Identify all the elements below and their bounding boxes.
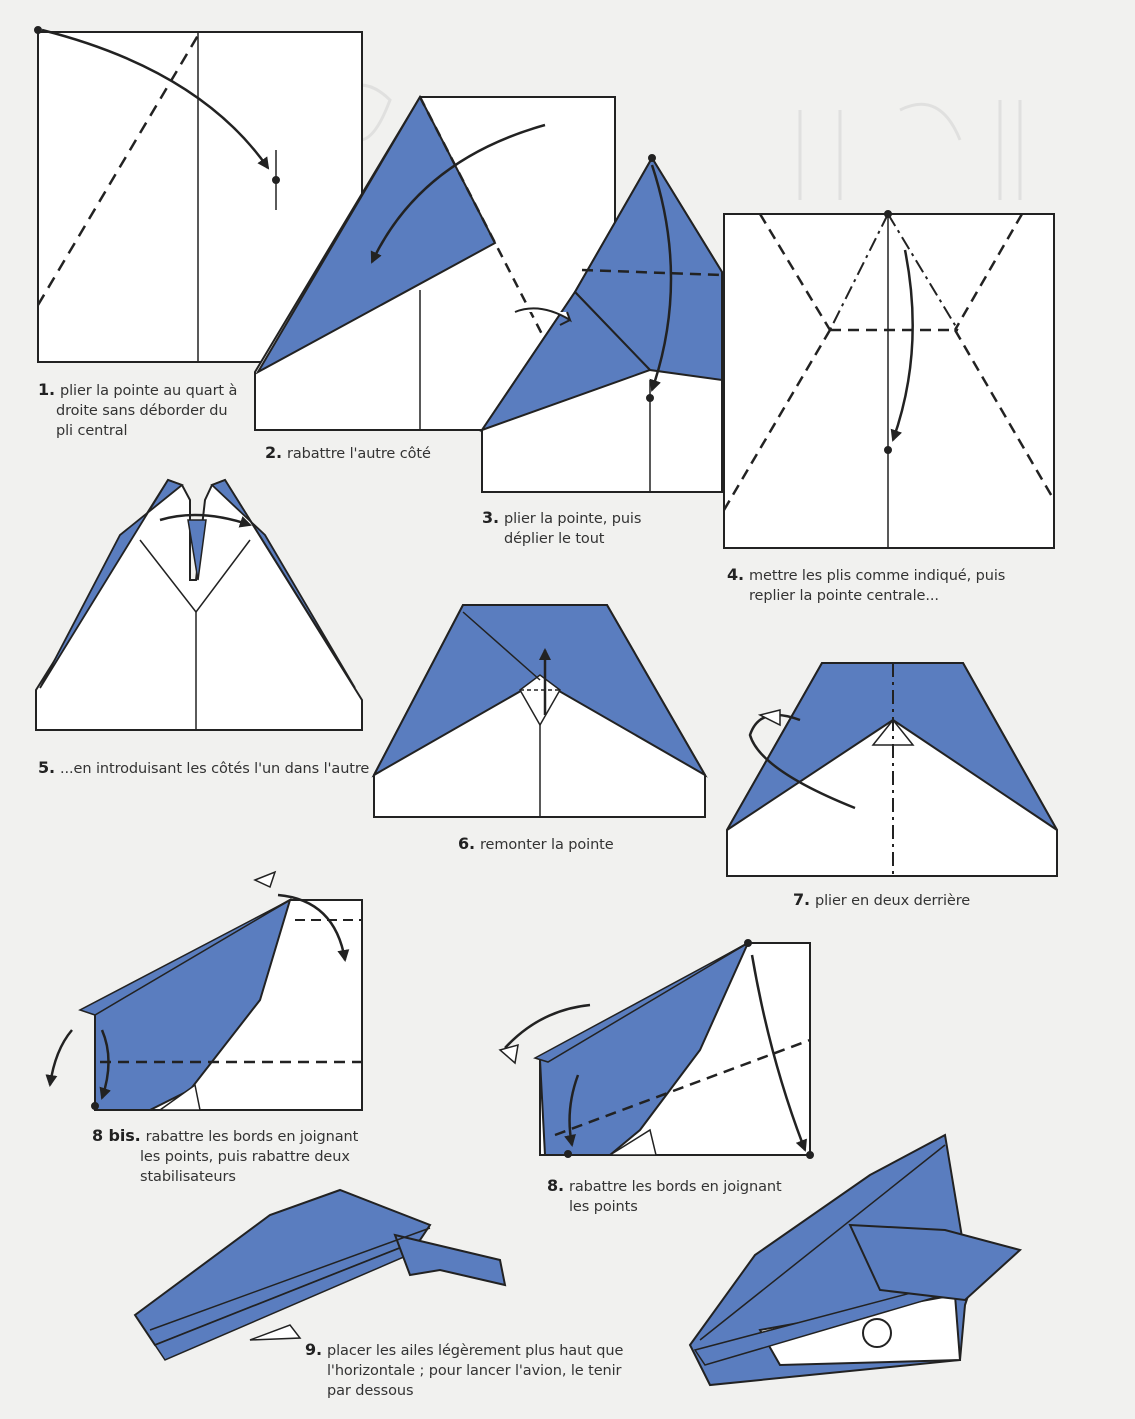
caption-step-3: [482, 508, 641, 549]
caption-line: pli central: [56, 423, 128, 439]
caption-line: rabattre les bords en joignant: [145, 1129, 359, 1145]
step-5-figure: [36, 480, 362, 730]
caption-step-6: [458, 834, 614, 855]
step-8bis-figure: [50, 872, 362, 1110]
caption-step-1: [38, 380, 237, 441]
step-number: 2.: [265, 443, 283, 462]
step-9-plane-left: [135, 1190, 505, 1360]
step-number: 4.: [727, 565, 745, 584]
step-8-figure: [500, 940, 814, 1159]
caption-line: stabilisateurs: [140, 1169, 236, 1185]
caption-line: les points: [569, 1199, 638, 1215]
caption-line: par dessous: [327, 1383, 414, 1399]
step-9-plane-right: [690, 1135, 1020, 1385]
step-number: 6.: [458, 834, 476, 853]
caption-line: replier la pointe centrale...: [749, 588, 939, 604]
caption-step-9: [305, 1340, 623, 1401]
caption-line: rabattre les bords en joignant: [569, 1179, 782, 1195]
caption-line: rabattre l'autre côté: [287, 446, 431, 462]
step-number: 9.: [305, 1340, 323, 1359]
caption-line: mettre les plis comme indiqué, puis: [749, 568, 1006, 584]
step-number: 7.: [793, 890, 811, 909]
caption-step-8bis: [92, 1126, 358, 1187]
caption-line: déplier le tout: [504, 531, 605, 547]
caption-step-7: [793, 890, 970, 911]
caption-step-5: [38, 758, 369, 779]
caption-step-4: [727, 565, 1005, 606]
caption-line: les points, puis rabattre deux: [140, 1149, 350, 1165]
step-number: 1.: [38, 380, 56, 399]
caption-step-2: [265, 443, 431, 464]
step-number: 3.: [482, 508, 500, 527]
caption-line: remonter la pointe: [480, 837, 614, 853]
step-4-figure: [724, 211, 1054, 549]
step-7-figure: [727, 663, 1057, 876]
step-number: 8 bis.: [92, 1126, 141, 1145]
caption-step-8: [547, 1176, 782, 1217]
step-6-figure: [374, 605, 705, 817]
step-number: 5.: [38, 758, 56, 777]
caption-line: ...en introduisant les côtés l'un dans l'autre: [60, 761, 370, 777]
caption-line: placer les ailes légèrement plus haut que: [327, 1343, 624, 1359]
caption-line: l'horizontale ; pour lancer l'avion, le tenir: [327, 1363, 622, 1379]
caption-line: plier la pointe, puis: [504, 511, 642, 527]
caption-line: droite sans déborder du: [56, 403, 228, 419]
caption-line: plier en deux derrière: [815, 893, 971, 909]
caption-line: plier la pointe au quart à: [60, 383, 238, 399]
step-number: 8.: [547, 1176, 565, 1195]
